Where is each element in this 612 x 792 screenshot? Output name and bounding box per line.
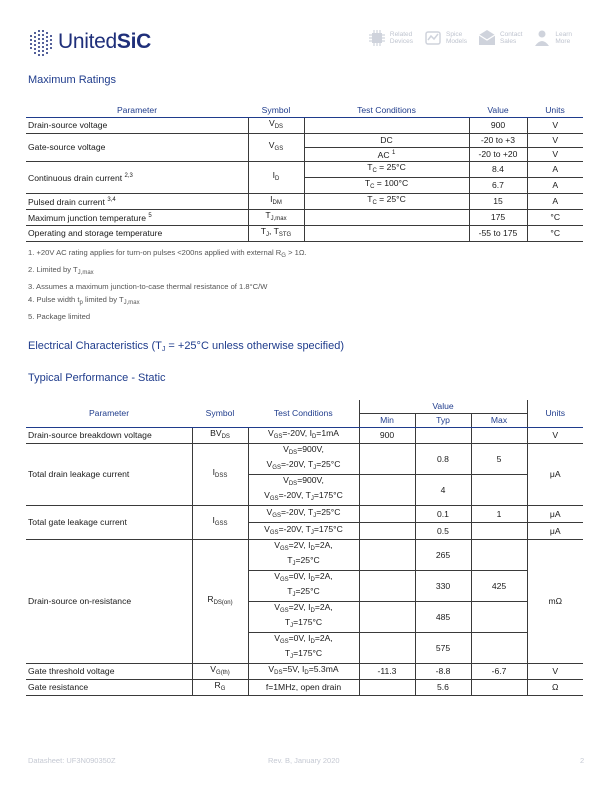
table-row: Maximum junction temperature $^5$ $T_{J,max}$ 175 °C (26, 210, 583, 226)
col-units: Units (527, 104, 583, 118)
col-value: Value (469, 104, 527, 118)
footer-datasheet-id: Datasheet: UF3N090350Z (28, 756, 116, 765)
footnote-5: 5. Package limited (28, 312, 91, 321)
nav-contact-sales[interactable]: Contact Sales (477, 28, 522, 48)
table-header-row (26, 104, 583, 118)
footnote-2: 2. Limited by $T_{J,max}$ (28, 265, 94, 276)
footnote-3: 3. Assumes a maximum junction-to-case thermal resistance of 1.8°C/W (28, 282, 268, 291)
table-row: $V_{GS}=0V$, $I_D=2A$, $T_J=175^\circ C$ 575 (26, 633, 583, 664)
table-row: Pulsed drain current $^{3,4}$ $I_{DM}$ $T_C = 25^\circ C$ 15 A (26, 194, 583, 210)
footer-revision: Rev. B, January 2020 (268, 756, 340, 765)
table-row: Continuous drain current $^{2,3}$ $I_D$ $T_C = 25^\circ C$ 8.4 A (26, 162, 583, 178)
table-row: $V_{GS}=-20V$, $T_J=175^\circ C$ 0.5 μA (26, 523, 583, 540)
table-row: Drain-source breakdown voltage $BV_{DS}$ $V_{GS}=-20V$, $I_D=1mA$ 900 V (26, 428, 583, 444)
table-row: Operating and storage temperature $T_J$, $T_{STG}$ -55 to 175 °C (26, 226, 583, 242)
table-row: $V_{DS}=900V$, $V_{GS}=-20V$, $T_J=175^\circ C$ 4 (26, 475, 583, 506)
col-parameter: Parameter (26, 104, 248, 118)
col-symbol: Symbol (248, 104, 304, 118)
col-conditions: Test Conditions (304, 104, 469, 118)
section-title-static: Typical Performance - Static (28, 372, 166, 384)
table-row: Drain-source on-resistance $R_{DS(on)}$ $V_{GS}=2V$, $I_D=2A$, $T_J=25^\circ C$ 265 mΩ (26, 540, 583, 571)
table-row: $V_{GS}=0V$, $I_D=2A$, $T_J=25^\circ C$ 330 425 (26, 571, 583, 602)
section-title-electrical: Electrical Characteristics ($T_J = +25^\circ C$ unless otherwise specified) (28, 340, 345, 353)
logo-dots-icon (28, 27, 54, 57)
table-row: Gate resistance $R_G$ f=1MHz, open drain 5.6 Ω (26, 680, 583, 696)
person-icon (532, 28, 552, 48)
section-title-max-ratings: Maximum Ratings (28, 74, 117, 86)
chip-icon (367, 28, 387, 48)
table-row: Gate threshold voltage $V_{G(th)}$ $V_{DS}=5V$, $I_D=5.3mA$ -11.3 -8.8 -6.7 V (26, 664, 583, 680)
table-row: Drain-source voltage $V_{DS}$ 900 V (26, 118, 583, 134)
nav-spice-models[interactable]: Spice Models (423, 28, 467, 48)
table-row: Total gate leakage current $I_{GSS}$ $V_{GS}=-20V$, $T_J=25^\circ C$ 0.1 1 μA (26, 506, 583, 523)
static-performance-table (26, 400, 583, 696)
mail-icon (477, 28, 497, 48)
nav-related-devices[interactable]: Related Devices (367, 28, 413, 48)
table-header-row: Min Typ Max (26, 414, 583, 428)
footnote-4: 4. Pulse width $t_p$ limited by $T_{J,max}$ (28, 295, 140, 306)
table-row: $V_{GS}=2V$, $I_D=2A$, $T_J=175^\circ C$ 485 (26, 602, 583, 633)
table-row: Gate-source voltage $V_{GS}$ DC -20 to +3 V (26, 134, 583, 148)
unitedsic-logo[interactable] (28, 26, 151, 58)
max-ratings-table (26, 104, 583, 242)
table-row: Total drain leakage current $I_{DSS}$ $V_{DS}=900V$, $V_{GS}=-20V$, $T_J=25^\circ C$ 0.8 5 μA (26, 444, 583, 475)
logo-text: UnitedSiC (58, 30, 152, 53)
spice-icon (423, 28, 443, 48)
footer-page-number: 2 (580, 756, 585, 765)
footnote-1: 1. +20V AC rating applies for turn-on pulses <200ns applied with external $R_G > 1\Omega$. (28, 248, 307, 259)
table-row: $T_C = 100^\circ C$ 6.7 A (26, 178, 583, 194)
footnotes (28, 246, 307, 323)
table-header-row: Parameter Symbol Test Conditions Value Units (26, 400, 583, 414)
table-row: AC $^1$ -20 to +20 V (26, 148, 583, 162)
header-nav (367, 28, 572, 48)
nav-learn-more[interactable]: Learn More (532, 28, 572, 48)
